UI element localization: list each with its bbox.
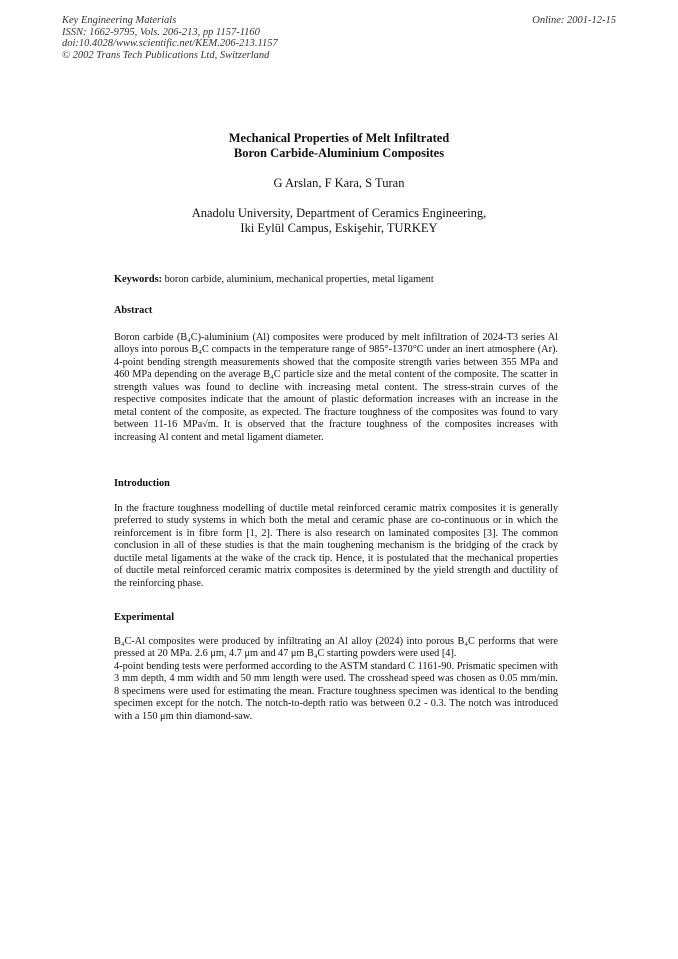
issn-line: ISSN: 1662-9795, Vols. 206-213, pp 1157-1160 — [62, 26, 260, 38]
affiliation — [0, 206, 678, 236]
experimental-paragraph-2: 4-point bending tests were performed according to the ASTM standard C 1161-90. Prismatic specimen with 3 mm depth, 4 mm width and 50 mm length were used. The crosshead speed was chosen as 0.05 mm/min. 8 specimens were used for estimating the mean. Fracture toughness specimen was identical to the bending specimen except for the notch. The notch-to-depth ratio was between 0.2 - 0.3. The notch was introduced with a 150 μm thin diamond-saw. — [114, 660, 558, 722]
introduction-heading: Introduction — [114, 478, 170, 489]
journal-name: Key Engineering Materials — [62, 15, 177, 26]
experimental-heading: Experimental — [114, 612, 175, 623]
abstract-paragraph: Boron carbide (B₄C)-aluminium (Al) composites were produced by melt infiltration of 2024-T3 series Al alloys into porous B₄C compacts in the temperature range of 985°-1370°C under an inert atmosphere (Ar). 4-point bending strength measurements showed that the composite strength varies between 355 MPa and 460 MPa depending on the average B₄C particle size and the metal content of the composite. The scatter in strength values was found to decline with increasing metal content. The stress-strain curves of the respective composites indicate that the amount of plastic deformation increases with an increase in the metal content of the composite, as expected. The fracture toughness of the composites was found to vary between 11-16 MPa√m. It is observed that the fracture toughness of the composites increases with increasing Al content and metal ligament diameter. — [114, 332, 558, 443]
affiliation-line-1: Anadolu University, Department of Ceramics Engineering, — [191, 206, 487, 220]
affiliation-line-2: Iki Eylül Campus, Eskişehir, TURKEY — [240, 221, 438, 235]
abstract-heading: Abstract — [114, 305, 153, 316]
online-date: Online: 2001-12-15 — [532, 15, 616, 26]
keywords-label: Keywords: — [114, 274, 163, 285]
author-list: G Arslan, F Kara, S Turan — [273, 176, 405, 190]
introduction-text — [114, 503, 558, 590]
experimental-text — [114, 636, 558, 723]
title-line-2: Boron Carbide-Aluminium Composites — [233, 146, 445, 160]
doi-line: doi:10.4028/www.scientific.net/KEM.206-213.1157 — [62, 38, 278, 50]
paper-title — [0, 131, 678, 161]
experimental-paragraph-1: B₄C-Al composites were produced by infiltrating an Al alloy (2024) into porous B₄C performs that were pressed at 20 MPa. 2.6 μm, 4.7 μm and 47 μm B₄C starting powders were used [4]. — [114, 636, 558, 660]
keywords-text: boron carbide, aluminium, mechanical properties, metal ligament — [162, 274, 434, 285]
introduction-paragraph: In the fracture toughness modelling of ductile metal reinforced ceramic matrix composites it is generally preferred to study systems in which both the metal and ceramic phase are co-continuous or in which the reinforcement is in fibre form [1, 2]. There is also research on laminated composites [3]. The common conclusion in all of these studies is that the main toughening mechanism is the bridging of the crack by ductile metal ligaments at the wake of the crack tip. Hence, it is postulated that the mechanical properties of ductile metal reinforced ceramic matrix composites is determined by the yield strength and ductility of the reinforcing phase. — [114, 503, 558, 589]
journal-header — [62, 15, 278, 61]
abstract-text — [114, 332, 558, 444]
keywords — [114, 274, 564, 287]
title-line-1: Mechanical Properties of Melt Infiltrated — [228, 131, 450, 145]
copyright-line: © 2002 Trans Tech Publications Ltd, Switzerland — [62, 49, 270, 61]
